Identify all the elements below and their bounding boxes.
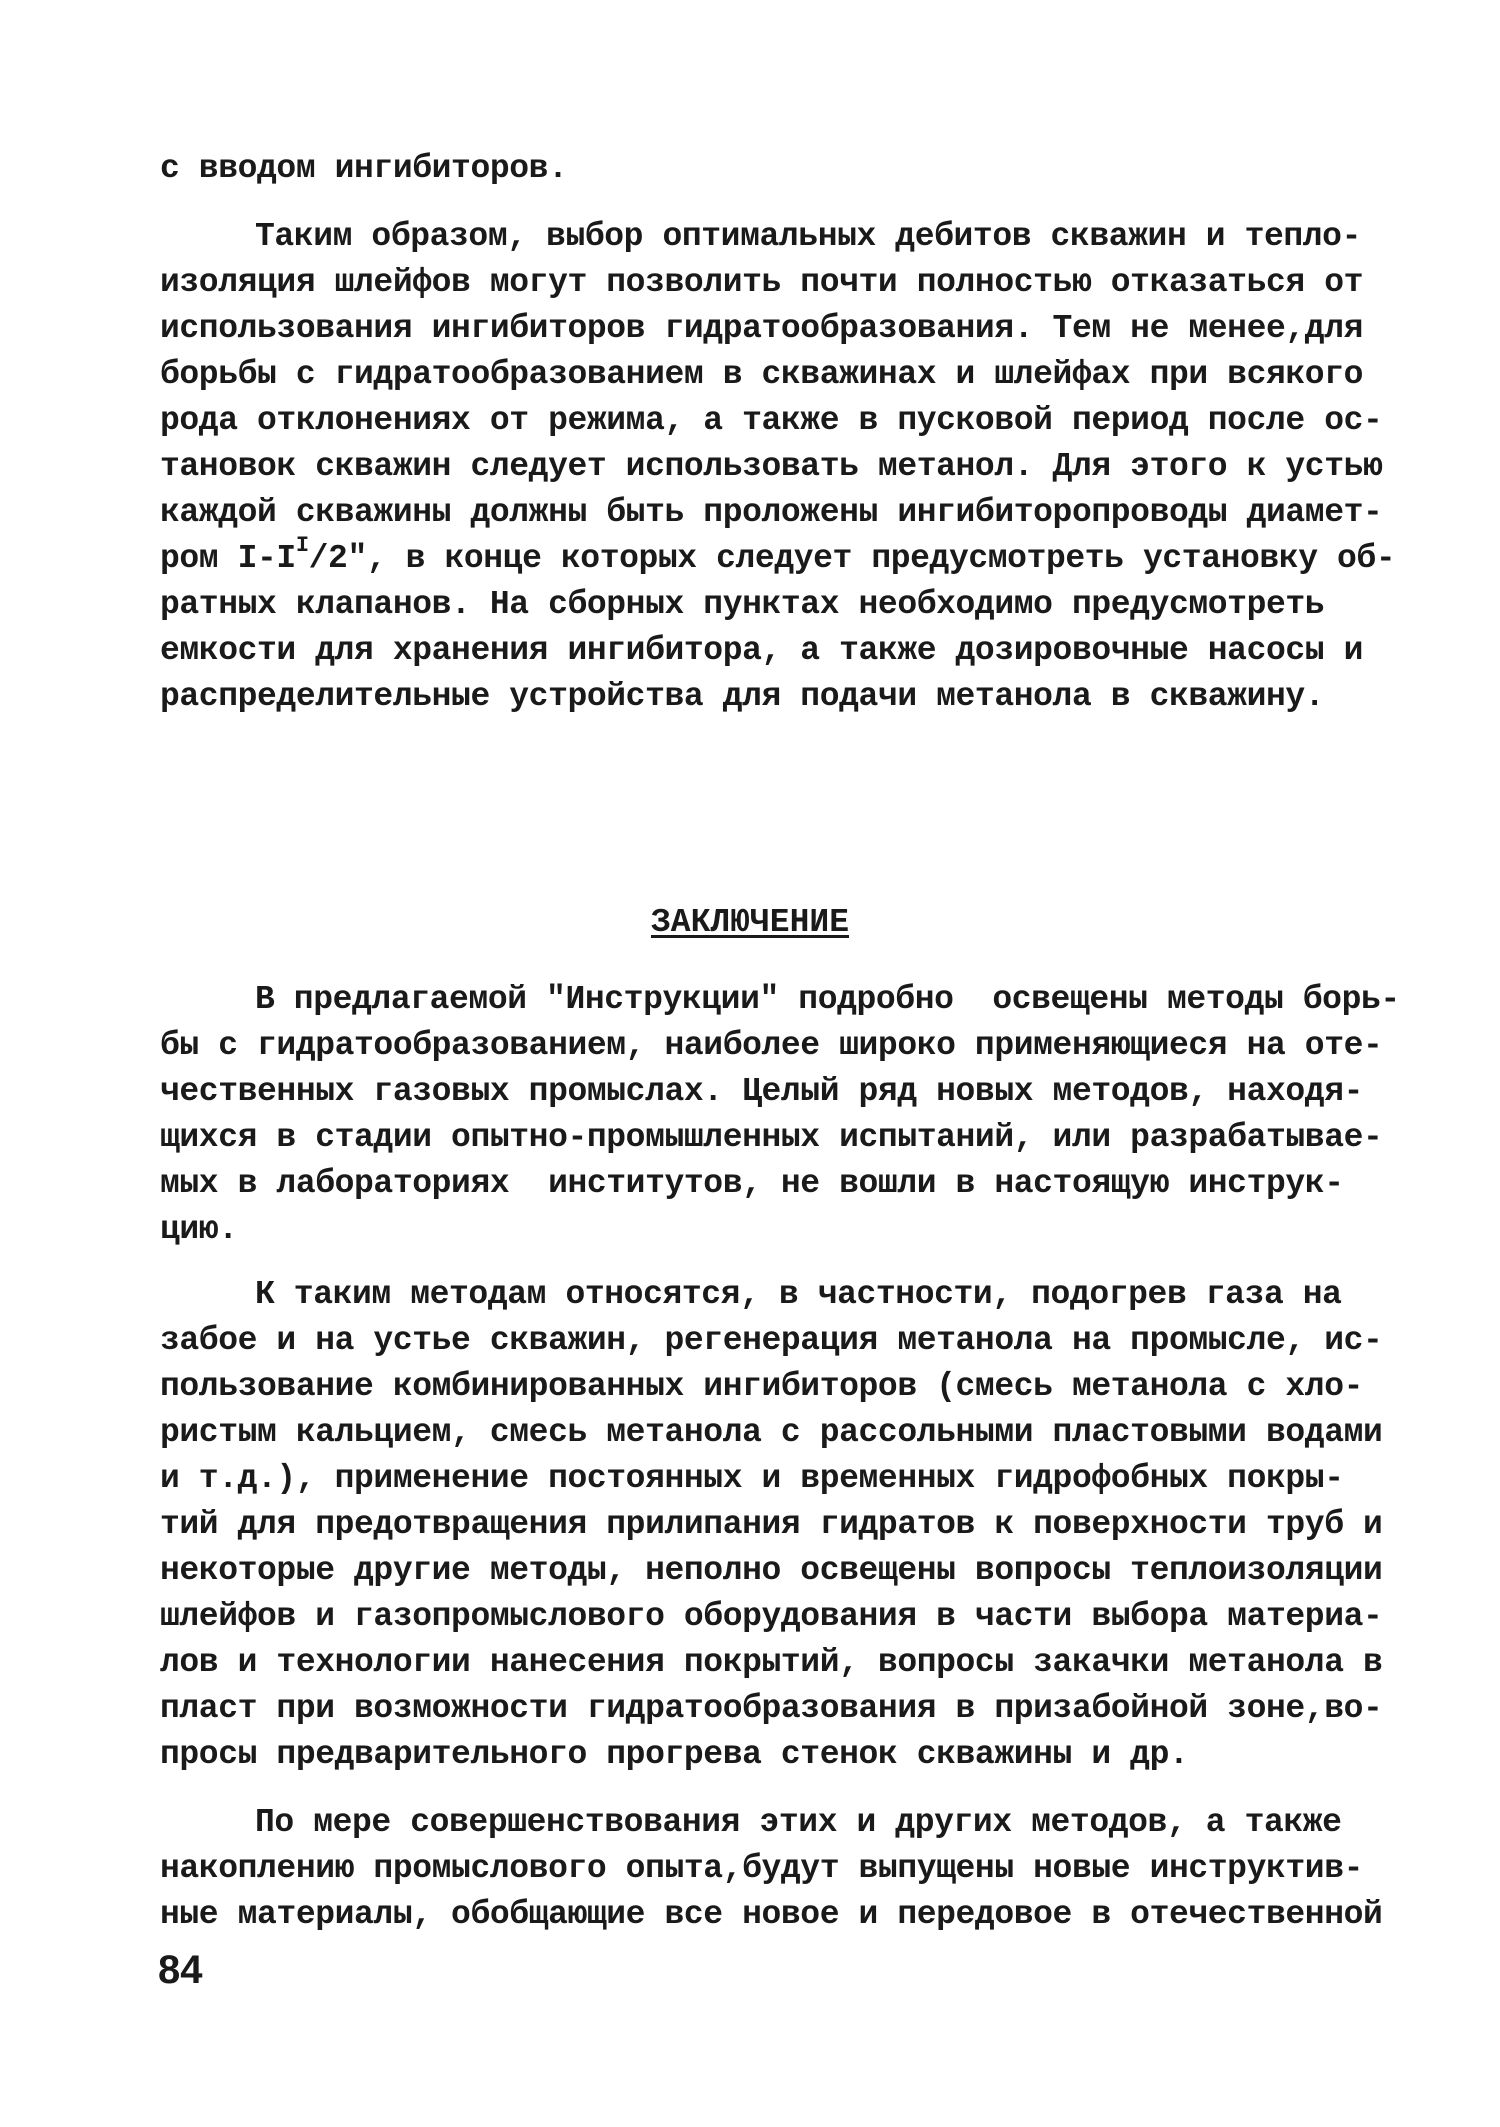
superscript: I (295, 533, 309, 558)
text-line: с вводом ингибиторов. (160, 150, 568, 187)
text-line: шлейфов и газопромыслового оборудования в части выбора материа- (160, 1598, 1383, 1635)
text-fragment: /2", в конце которых следует предусмотреть установку об- (308, 540, 1396, 577)
text-line: чественных газовых промыслах. Целый ряд новых методов, находя- (160, 1073, 1364, 1110)
text-line: пласт при возможности гидратообразования в призабойной зоне,во- (160, 1690, 1383, 1727)
text-line: некоторые другие методы, неполно освещены вопросы теплоизоляции (160, 1552, 1383, 1589)
text-line: ристым кальцием, смесь метанола с рассольными пластовыми водами (160, 1414, 1383, 1451)
text-line: изоляция шлейфов могут позволить почти полностью отказаться от (160, 264, 1364, 301)
text-line: рода отклонениях от режима, а также в пусковой период после ос- (160, 402, 1383, 439)
text-line: щихся в стадии опытно-промышленных испытаний, или разрабатывае- (160, 1119, 1383, 1156)
text-line: распределительные устройства для подачи метанола в скважину. (160, 678, 1325, 715)
text-line: пользование комбинированных ингибиторов (смесь метанола с хло- (160, 1368, 1364, 1405)
text-line: цию. (160, 1211, 238, 1248)
text-line: каждой скважины должны быть проложены ингибиторопроводы диамет- (160, 494, 1383, 531)
text-line: тановок скважин следует использовать метанол. Для этого к устью (160, 448, 1383, 485)
text-line (160, 533, 1396, 582)
text-line: В предлагаемой "Инструкции" подробно освещены методы борь- (255, 981, 1400, 1018)
text-line: бы с гидратообразованием, наиболее широко применяющиеся на оте- (160, 1027, 1383, 1064)
text-line: По мере совершенствования этих и других методов, а также (255, 1804, 1342, 1841)
text-line: емкости для хранения ингибитора, а также дозировочные насосы и (160, 632, 1364, 669)
text-line: и т.д.), применение постоянных и временных гидрофобных покры- (160, 1460, 1344, 1497)
text-line: просы предварительного прогрева стенок скважины и др. (160, 1736, 1189, 1773)
text-line: К таким методам относятся, в частности, подогрев газа на (255, 1276, 1342, 1313)
text-line: Таким образом, выбор оптимальных дебитов скважин и тепло- (255, 218, 1361, 255)
text-line: накоплению промыслового опыта,будут выпущены новые инструктив- (160, 1850, 1364, 1887)
text-line: лов и технологии нанесения покрытий, вопросы закачки метанола в (160, 1644, 1383, 1681)
text-line: мых в лабораториях институтов, не вошли в настоящую инструк- (160, 1165, 1344, 1202)
text-line: ные материалы, обобщающие все новое и передовое в отечественной (160, 1896, 1383, 1933)
section-heading: ЗАКЛЮЧЕНИЕ (650, 904, 850, 941)
text-line: тий для предотвращения прилипания гидратов к поверхности труб и (160, 1506, 1383, 1543)
text-line: борьбы с гидратообразованием в скважинах и шлейфах при всякого (160, 356, 1364, 393)
text-line: забое и на устье скважин, регенерация метанола на промысле, ис- (160, 1322, 1383, 1359)
text-line: использования ингибиторов гидратообразования. Тем не менее,для (160, 310, 1364, 347)
text-fragment: ром I-I (160, 540, 296, 577)
page-number: 84 (158, 1948, 203, 1992)
text-line: ратных клапанов. На сборных пунктах необходимо предусмотреть (160, 586, 1325, 623)
